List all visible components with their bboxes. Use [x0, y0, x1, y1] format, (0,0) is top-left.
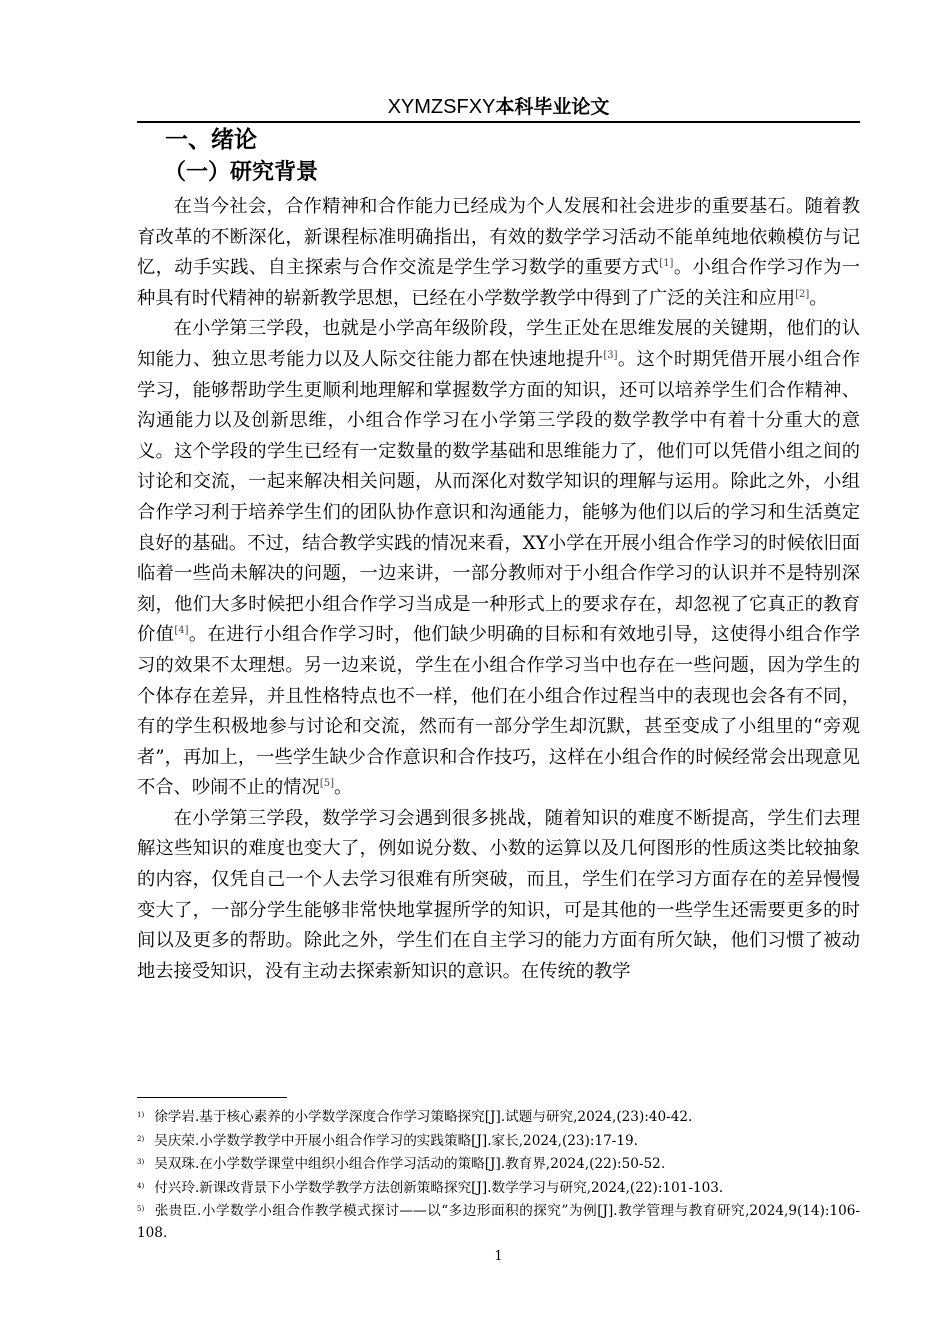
- footnote: [137, 1199, 860, 1244]
- footnote-mark: 1): [137, 1111, 145, 1119]
- footnote-text: 付兴玲.新课改背景下小学数学教学方法创新策略探究[J].数学学习与研究,2024,(22):101-103.: [154, 1179, 724, 1196]
- paragraph-text: 在小学第三学段，数学学习会遇到很多挑战，随着知识的难度不断提高，学生们去理解这些知识的难度也变大了，例如说分数、小数的运算以及几何图形的性质这类比较抽象的内容，仅凭自己一个人去学习很难有所突破，而且，学生们在学习方面存在的差异慢慢变大了，一部分学生能够非常快地掌握所学的知识，可是其他的一些学生还需要更多的时间以及更多的帮助。除此之外，学生们在自主学习的能力方面有所欠缺，他们习惯了被动地去接受知识，没有主动去探索新知识的意识。在传统的教学: [137, 807, 860, 982]
- header-rule: [137, 121, 860, 123]
- citation-ref: [5]: [319, 778, 334, 790]
- body-text: [137, 192, 860, 987]
- paragraph-text: 。: [333, 777, 353, 799]
- footnotes: [137, 1105, 860, 1245]
- paragraph-text: 在当今社会，合作精神和合作能力已经成为个人发展和社会进步的重要基石。随着教育改革的不断深化，新课程标准明确指出，有效的数学学习活动不能单纯地依赖模仿与记忆，动手实践、自主探索与合作交流是学生学习数学的重要方式: [137, 196, 860, 279]
- section-heading: 一、绪论: [165, 127, 257, 153]
- paragraph-1: [137, 192, 860, 314]
- footnote-text: 吴双珠.在小学数学课堂中组织小组合作学习活动的策略[J].教育界,2024,(22):50-52.: [154, 1156, 666, 1173]
- footnote: [137, 1129, 860, 1153]
- footnote: [137, 1105, 860, 1129]
- citation-ref: [1]: [659, 258, 674, 270]
- footnote-mark: 2): [137, 1134, 145, 1143]
- footnote-mark: 5): [137, 1205, 145, 1214]
- paragraph-text: 在小学第三学段，也就是小学高年级阶段，学生正处在思维发展的关键期，他们的认知能力、独立思考能力以及人际交往能力都在快速地提升: [137, 318, 860, 370]
- paragraph-text: 。在进行小组合作学习时，他们缺少明确的目标和有效地引导，这使得小组合作学习的效果不太理想。另一边来说，学生在小组合作学习当中也存在一些问题，因为学生的个体存在差异，并且性格特点也不一样，他们在小组合作过程当中的表现也会各有不同，有的学生积极地参与讨论和交流，然而有一部分学生却沉默，甚至变成了小组里的“旁观者”，再加上，一些学生缺少合作意识和合作技巧，这样在小组合作的时候经常会出现意见不合、吵闹不止的情况: [137, 624, 861, 799]
- paragraph-3: [137, 804, 860, 988]
- footnote-text: 吴庆荣.小学数学教学中开展小组合作学习的实践策略[J].家长,2024,(23):17-19.: [154, 1132, 638, 1149]
- page-number: 1: [494, 1249, 503, 1264]
- footnote-mark: 3): [137, 1158, 145, 1167]
- paragraph-2: [137, 314, 860, 804]
- header-code: XYMZSFXY: [387, 96, 496, 118]
- running-header: [137, 92, 860, 121]
- paragraph-text: 。: [809, 287, 828, 309]
- paragraph-text: 。小组合作学习作为一种具有时代精神的崭新教学思想，已经在小学数学教学中得到了广泛的关注和应用: [137, 257, 861, 309]
- footnote: [137, 1176, 860, 1200]
- footnote: [137, 1152, 860, 1176]
- header-title: 本科毕业论文: [495, 96, 610, 118]
- footnote-separator: [137, 1097, 287, 1098]
- footnote-mark: 4): [137, 1181, 145, 1190]
- footnote-text: 张贵臣.小学数学小组合作教学模式探讨——以“多边形面积的探究”为例[J].教学管理与教育研究,2024,9(14):106-108.: [137, 1203, 860, 1241]
- citation-ref: [2]: [795, 288, 810, 300]
- citation-ref: [4]: [174, 625, 189, 637]
- footnote-text: 徐学岩.基于核心素养的小学数学深度合作学习策略探究[J].试题与研究,2024,(23):40-42.: [154, 1109, 693, 1125]
- citation-ref: [3]: [603, 349, 618, 361]
- paragraph-text: 。这个时期凭借开展小组合作学习，能够帮助学生更顺利地理解和掌握数学方面的知识，还可以培养学生们合作精神、沟通能力以及创新思维，小组合作学习在小学第三学段的数学教学中有着十分重大的意义。这个学段的学生已经有一定数量的数学基础和思维能力了，他们可以凭借小组之间的讨论和交流，一起来解决相关问题，从而深化对数学知识的理解与运用。除此之外，小组合作学习利于培养学生们的团队协作意识和沟通能力，能够为他们以后的学习和生活奠定良好的基础。不过，结合教学实践的情况来看，XY小学在开展小组合作学习的时候依旧面临着一些尚未解决的问题，一边来讲，一部分教师对于小组合作学习的认识并不是特别深刻，他们大多时候把小组合作学习当成是一种形式上的要求存在，却忽视了它真正的教育价值: [137, 348, 861, 646]
- subsection-heading: （一）研究背景: [164, 160, 319, 185]
